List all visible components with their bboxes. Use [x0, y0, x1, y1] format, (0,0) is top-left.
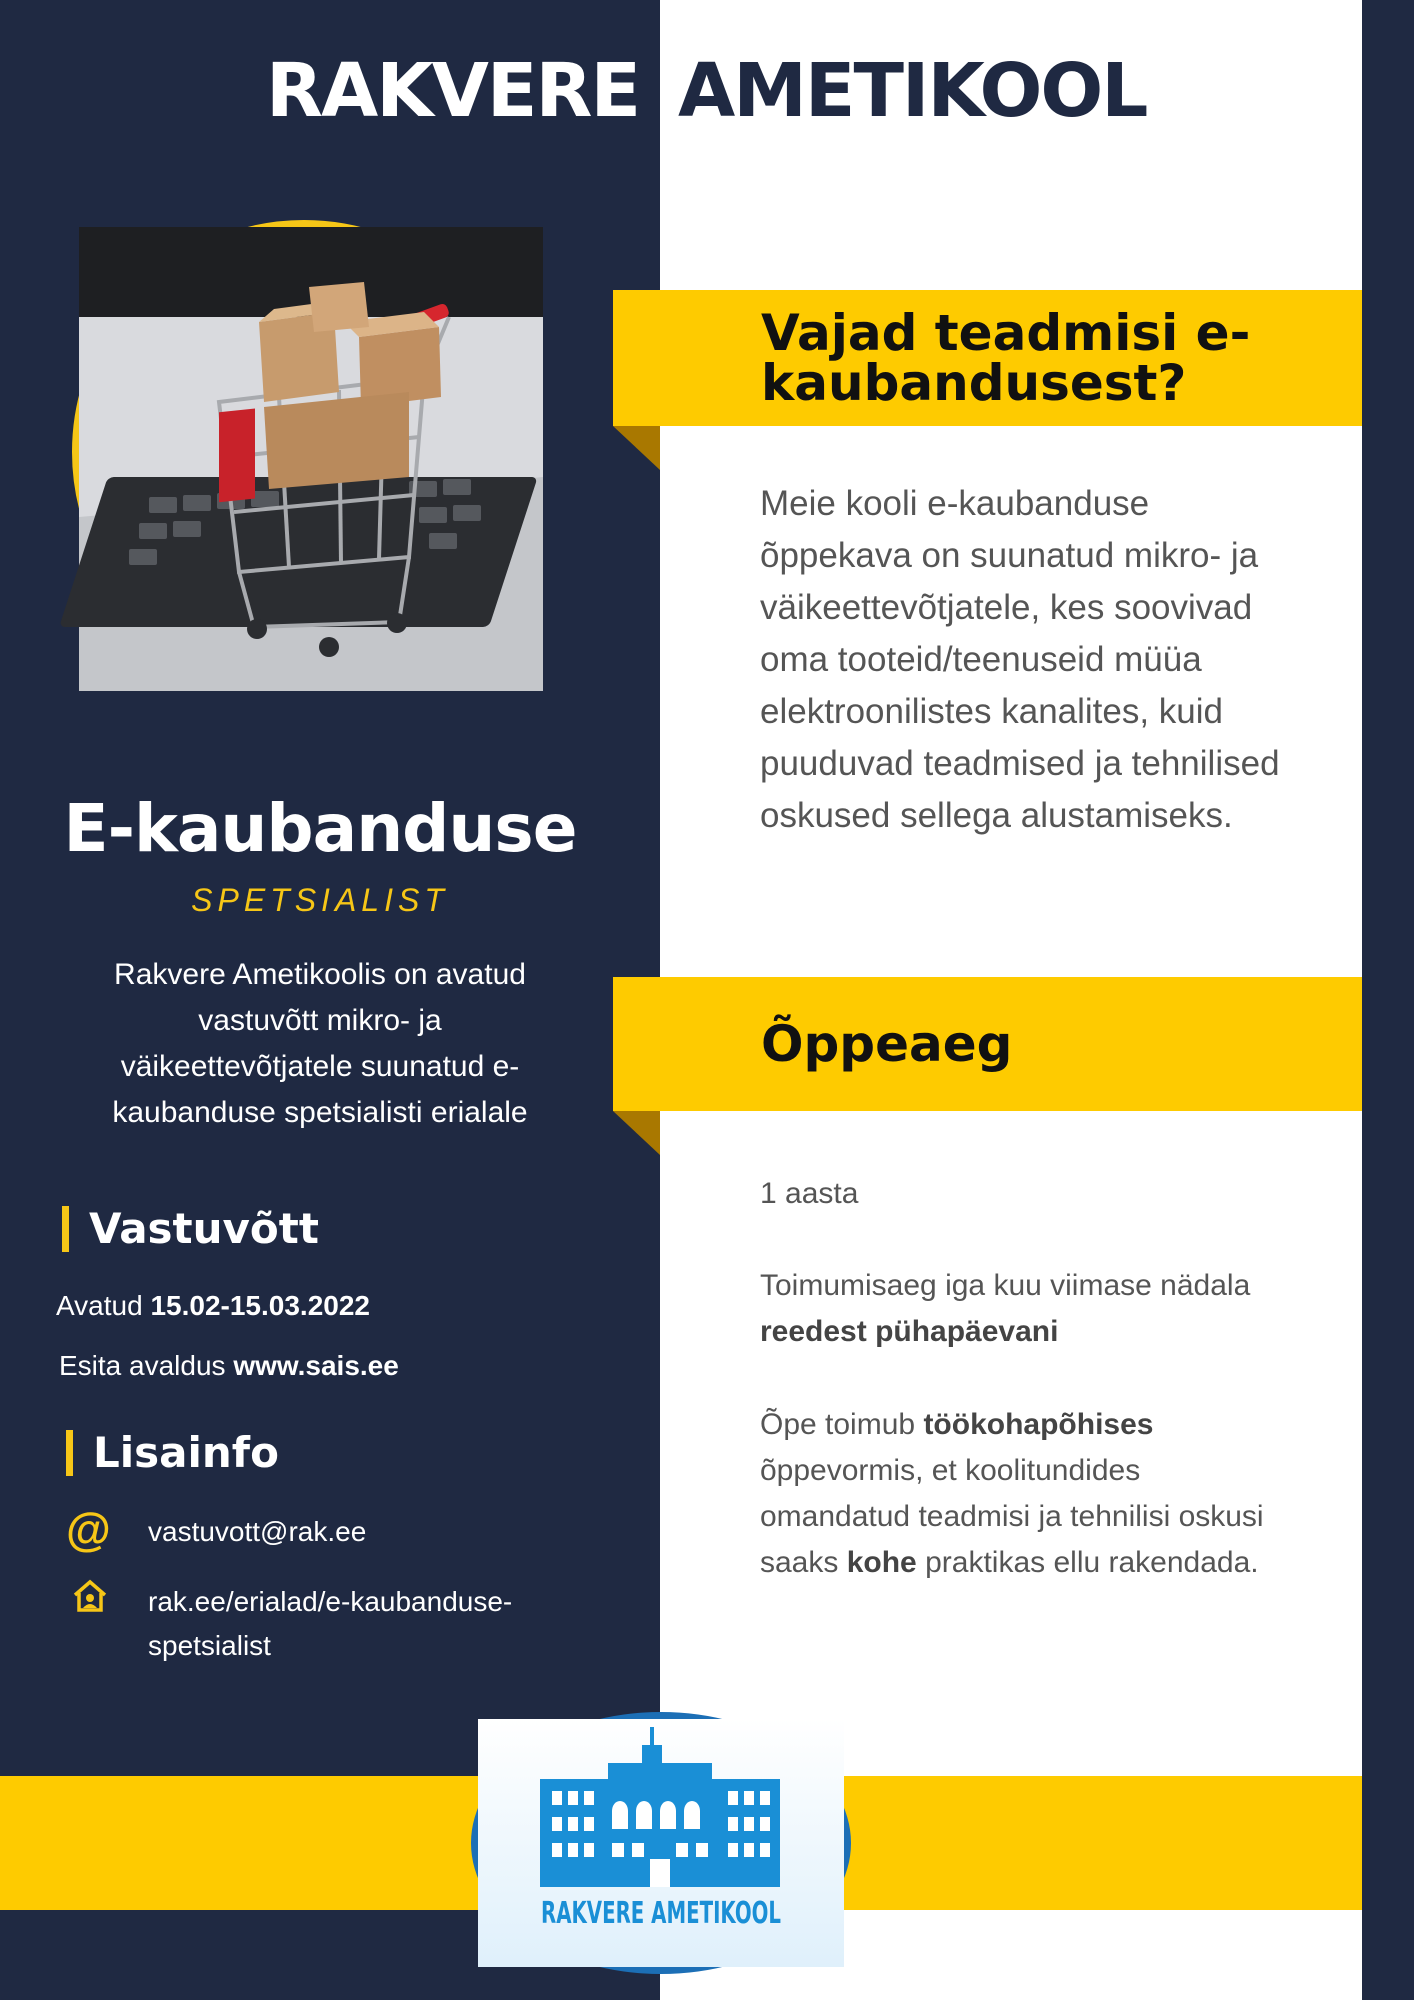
program-subheading: SPETSIALIST	[191, 882, 449, 918]
school-building-icon	[478, 1719, 844, 1967]
school-logo	[471, 1712, 851, 1974]
section-1-banner	[613, 290, 1362, 426]
banner-fold	[613, 426, 660, 470]
section-1-title: Vajad teadmisi e-kaubandusest?	[761, 304, 1251, 412]
open-label: Avatud	[56, 1290, 143, 1321]
section-1-body: Meie kooli e-kaubanduse õppekava on suunatud mikro- ja väikeettevõtjatele, kes soovivad oma tooteid/teenuseid müüa elektroonilistes kanalites, kuid puuduvad teadmised ja tehnilised oskused sellega alustamiseks.	[760, 484, 1280, 835]
section-marker	[62, 1206, 69, 1252]
format-text	[760, 1402, 1280, 1586]
section-2-title: Õppeaeg	[761, 1015, 1013, 1073]
duration-text: 1 aasta	[760, 1177, 859, 1210]
section-marker	[66, 1430, 73, 1476]
schedule-text-start: Toimumisaeg iga kuu viimase nädala	[760, 1269, 1251, 1302]
shopping-cart-photo	[72, 220, 536, 684]
home-icon	[72, 1578, 108, 1619]
admission-open-line	[56, 1290, 370, 1322]
program-heading: E-kaubanduse	[63, 790, 577, 867]
format-text-end: praktikas ellu rakendada.	[925, 1546, 1259, 1579]
title-part-2: AMETIKOOL	[678, 48, 1147, 134]
format-text-bold-2: kohe	[846, 1546, 917, 1579]
format-text-start: Õpe toimub	[760, 1408, 916, 1441]
admission-heading	[62, 1204, 319, 1253]
shopping-cart-icon	[79, 227, 543, 691]
email-link[interactable]: vastuvott@rak.ee	[148, 1516, 367, 1547]
right-edge-strip	[1362, 0, 1414, 2000]
open-dates: 15.02-15.03.2022	[150, 1290, 370, 1321]
web-link[interactable]: rak.ee/erialad/e-kaubanduse-spetsialist	[148, 1586, 513, 1661]
apply-label: Esita avaldus	[59, 1350, 226, 1381]
section-2-banner	[613, 977, 1362, 1111]
more-info-heading	[66, 1428, 279, 1477]
at-icon: @	[66, 1503, 111, 1555]
schedule-text-bold: reedest pühapäevani	[760, 1315, 1059, 1348]
more-info-title: Lisainfo	[93, 1428, 279, 1477]
banner-fold	[613, 1111, 660, 1155]
apply-link[interactable]: www.sais.ee	[233, 1350, 399, 1381]
title-part-1: RAKVERE	[266, 48, 639, 134]
format-text-middle: õppevormis, et koolitundides omandatud teadmisi ja tehnilisi oskusi saaks	[760, 1454, 1264, 1579]
format-text-bold: töökohapõhises	[923, 1408, 1154, 1441]
intro-text: Rakvere Ametikoolis on avatud vastuvõtt mikro- ja väikeettevõtjatele suunatud e-kaubanduse spetsialisti erialale	[112, 958, 528, 1129]
admission-title: Vastuvõtt	[89, 1204, 319, 1253]
logo-text: RAKVERE AMETIKOOL	[541, 1896, 781, 1931]
page-title	[0, 48, 1414, 138]
schedule-text	[760, 1263, 1280, 1355]
admission-apply-line	[59, 1350, 399, 1382]
